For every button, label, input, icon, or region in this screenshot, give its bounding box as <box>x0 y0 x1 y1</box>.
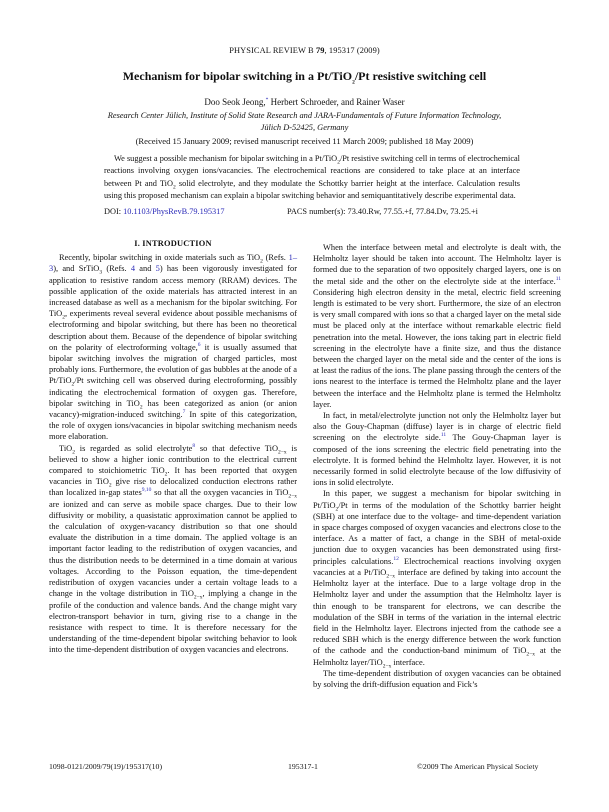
other-authors: Herbert Schroeder, and Rainer Waser <box>268 97 405 107</box>
ref-link[interactable]: 1–3 <box>49 253 298 274</box>
footer-page-number: 195317-1 <box>288 762 318 771</box>
journal-volume: 79 <box>315 46 325 55</box>
author-jeong: Doo Seok Jeong, <box>204 97 266 107</box>
paragraph: Recently, bipolar switching in oxide materials such as TiO$_2$ (Refs. 1–3), and SrTiO$_3$ (Refs. 4 and 5) has been vigorously investigated for application to resistive random access memory (RRAM) devices. The possible application of the oxide materials has attracted interest in an increased database as well as a mechanism for the bipolar switching. For TiO$_2$, experiments reveal several evidence about possible mechanisms of electroforming and bipolar switching, but there has been no theoretical description about them. Because of the dependence of bipolar switching on the polarity of electroforming voltage,$^6$ it is usually assumed that bipolar switching involves the migration of charged particles, most probably ions. Furthermore, the evolution of gas bubbles at the anode of a Pt/TiO$_2$/Pt switching cell was observed during electroforming, possibly indicating the electrochemical formation of oxygen gas. Therefore, bipolar switching in TiO$_2$ has been categorized as anion (or anion vacancy)-migration-induced switching.$^7$ In spite of this categorization, the role of oxygen ions/vacancies in bipolar switching mechanism needs more elaboration. <box>49 253 298 442</box>
received-dates: (Received 15 January 2009; revised manuscript received 11 March 2009; published 18 May 2009) <box>135 136 474 146</box>
ref-link[interactable]: 12 <box>393 555 399 562</box>
left-column <box>49 238 297 656</box>
paragraph: The time-dependent distribution of oxygen vacancies can be obtained by solving the drift-diffusion equation and Fick’s <box>313 668 561 689</box>
paragraph: In this paper, we suggest a mechanism for bipolar switching in Pt/TiO$_2$/Pt in terms of the modulation of the Schottky barrier height (SBH) at one interface due to the voltage- and time-dependent variation in space charges composed of oxygen vacancies and electrons close to the interface. As a matter of fact, a change in the SBH of metal-oxide junction due to oxygen vacancies has been demonstrated using first-principles calculations.$^{12}$ Electrochemical reactions involving oxygen vacancies at a Pt/TiO$_{2-x}$ interface are defined by taking into account the Helmholtz layer at the interface. Due to a large voltage drop in the Helmholtz layer and under the assumption that the Helmholtz layer is thin enough to be transparent for electrons, we can describe the modulation of the SBH in terms of the variation in the internal electric field in the Helmholtz layer. Electrons injected from the cathode see a reduced SBH which is the energy difference between the work function of the cathode and the conduction-band minimum of TiO$_{2-x}$ at the Helmholtz layer/TiO$_{2-x}$ interface. <box>313 489 562 670</box>
ref-link[interactable]: 6 <box>197 342 201 349</box>
ref-link[interactable]: 7 <box>182 409 186 416</box>
doi-link[interactable]: 10.1103/PhysRevB.79.195317 <box>123 207 225 216</box>
footer-copyright: ©2009 The American Physical Society <box>417 762 539 771</box>
doi-label: DOI: <box>104 207 124 216</box>
journal-header <box>0 46 609 55</box>
right-column <box>313 242 561 690</box>
ref-link[interactable]: 11 <box>555 275 561 282</box>
ref-link[interactable]: 8 <box>192 442 196 449</box>
corresponding-author-link[interactable]: * <box>265 97 269 103</box>
ref-link[interactable]: 4 <box>130 264 136 274</box>
journal-article-id: , 195317 (2009) <box>324 46 380 55</box>
journal-name: PHYSICAL REVIEW B <box>229 46 314 55</box>
section-heading-introduction: I. INTRODUCTION <box>134 239 212 248</box>
ref-link[interactable]: 11 <box>440 432 447 439</box>
paragraph: TiO$_2$ is regarded as solid electrolyte$^8$ so that defective TiO$_{2-x}$ is believed to show a higher ionic contribution to the electrical current compared to stoichiometric TiO$_2$. It has been reported that oxygen vacancies in TiO$_2$ give rise to delocalized conduction electrons rather than localized in-gap states$^{9,10}$ so that all the oxygen vacancies in TiO$_{2-x}$ are ionized and can serve as mobile space charges. Due to their low diffusivity or mobility, a quasistatic approximation cannot be applied to the calculation of oxygen-vacancy distribution so that one should evaluate the distribution in a time domain. The applied voltage is an important factor leading to the redistribution of oxygen vacancies, and thus the distribution needs to be determined in a time domain at various voltages. According to the Poisson equation, the time-dependent redistribution of oxygen vacancies under a certain voltage leads to a change in the voltage distribution in TiO$_{2-x}$, implying a change in the profile of the conduction and valence bands. And the change might vary electron-transport behavior in turn, giving rise to a change in the resistance with respect to time. It is therefore necessary for the understanding of the time-dependent bipolar switching behavior to look into the time-dependent distribution of oxygen vacancies and electrons. <box>49 442 297 655</box>
ref-link[interactable]: 9,10 <box>141 487 152 494</box>
ref-link[interactable]: 5 <box>155 264 160 274</box>
affiliation: Research Center Jülich, Institute of Solid State Research and JARA-Fundamentals of Future Information Technology, Jülich D-52425, Germany <box>107 111 502 132</box>
paragraph: When the interface between metal and electrolyte is dealt with, the Helmholtz layer should be taken into account. The Helmholtz layer is formed due to the separation of two oppositely charged layers, one is on the metal side and the other on the electrolyte side at the interface.$^{11}$ Considering high electron density in the metal, electric field screening length is estimated to be very short. Furthermore, the size of an electron is very small compared with ions so that a charged layer on the metal side must be placed only at the interface without remarkable electric field penetration into the metal. However, the ions taking part in electric field screening in the electrolyte have a finite size, and thus the distance between the charged layer on the metal side and the center of the ions is at least the radius of the ions. The plane passing through the centers of the ions nearest to the interface is termed the Helmholtz plane and the layer between the interface and the Helmholtz plane is termed the Helmholtz layer. <box>313 243 562 409</box>
pacs-numbers: PACS number(s): 73.40.Rw, 77.55.+f, 77.84.Dv, 73.25.+i <box>287 207 478 216</box>
doi-pacs-line <box>104 207 520 216</box>
footer-issn: 1098-0121/2009/79(19)/195317(10) <box>49 762 163 771</box>
paper-title: Mechanism for bipolar switching in a Pt/TiO$_2$/Pt resistive switching cell <box>122 69 487 86</box>
author-list <box>0 97 609 107</box>
paragraph: In fact, in metal/electrolyte junction not only the Helmholtz layer but also the Gouy-Chapman (diffuse) layer is in charge of electric field screening on the electrolyte side.$^{11}$ The Gouy-Chapman layer is composed of the ions screening the electric field penetrating into the electrolyte. It is formed behind the Helmholtz layer. However, it is not necessarily formed in solid electrolyte because of the low diffusivity of ions in solid electrolyte. <box>313 411 561 488</box>
abstract: We suggest a possible mechanism for bipolar switching in a Pt/TiO$_2$/Pt resistive switching cell in terms of electrochemical reactions involving oxygen ions/vacancies. The electrochemical reactions are considered to take place at an interface between Pt and TiO$_2$ solid electrolyte, and they modulate the Schottky barrier height at the interface. Calculation results using this proposed mechanism can explain a bipolar switching behavior and semiquantitatively describe experimental data. <box>104 154 520 200</box>
